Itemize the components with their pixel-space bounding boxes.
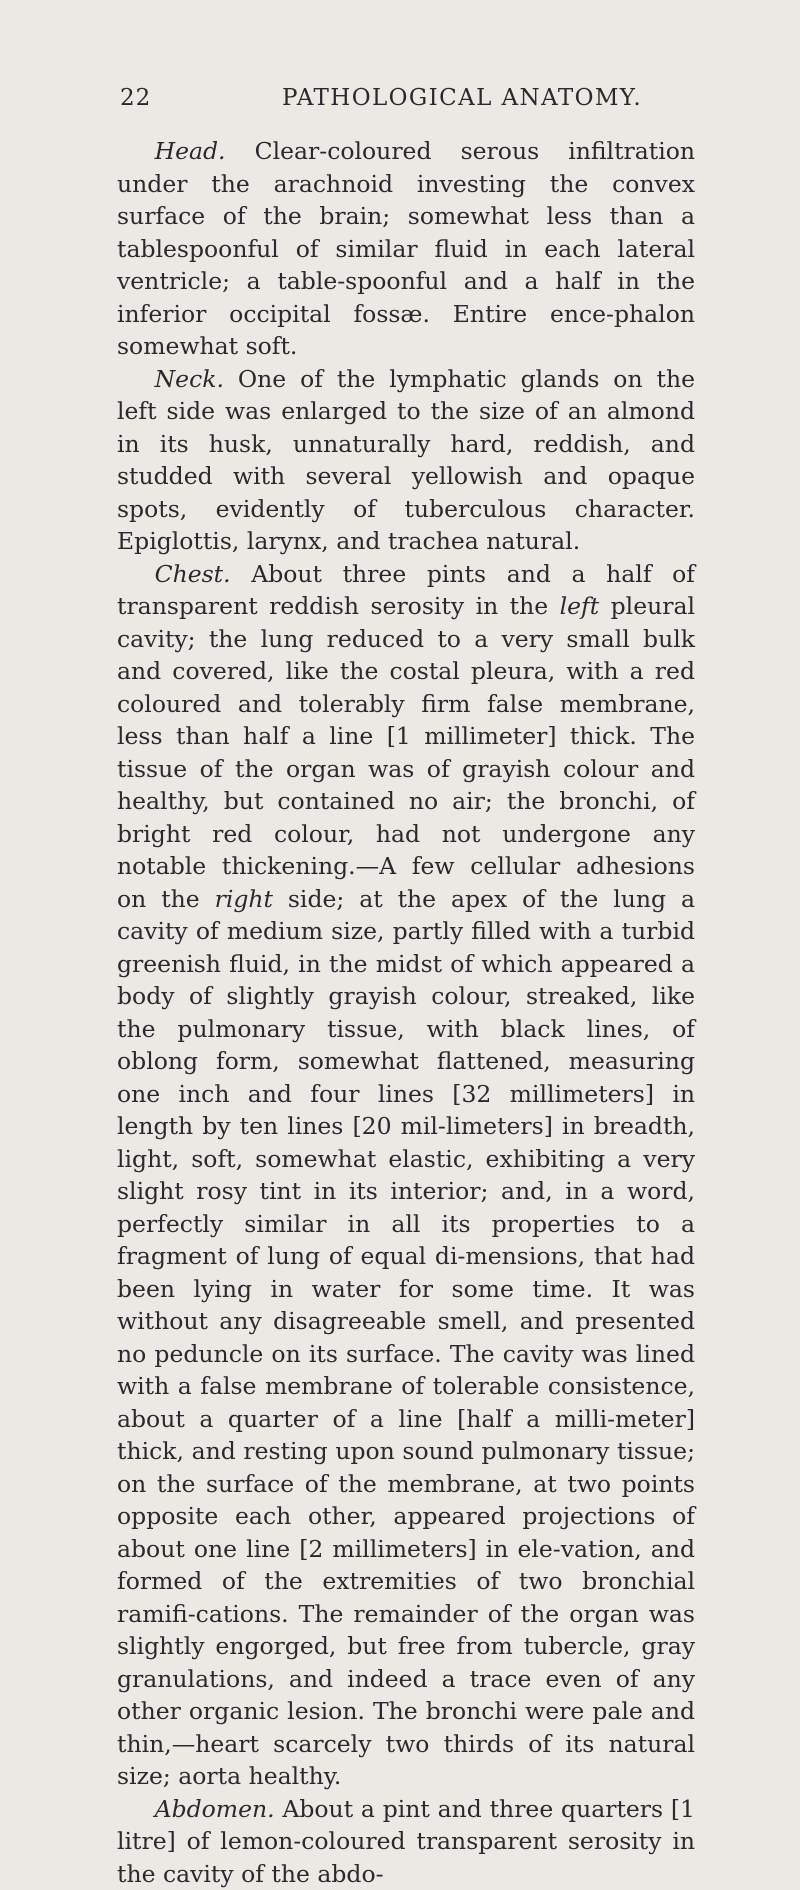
page-header [0,85,800,125]
section-lead-head: Head. [155,137,226,165]
paragraph-text: pleural cavity; the lung reduced to a very small bulk and covered, like the costal pleura, with a red coloured and tolerably firm false membrane, less than half a line [1 millimeter] thick. The tissue of the organ was of grayish colour and healthy, but contained no air; the bronchi, of bright red colour, had not undergone any notable thickening.—A few cellular adhesions on the [117,592,695,913]
paragraph-text: side; at the apex of the lung a cavity of medium size, partly filled with a turbid greenish fluid, in the midst of which appeared a body of slightly grayish colour, streaked, like the pulmonary tissue, with black lines, of oblong form, somewhat flattened, measuring one inch and four lines [32 millimeters] in length by ten lines [20 mil-limeters] in breadth, light, soft, somewhat elastic, exhibiting a very slight rosy tint in its interior; and, in a word, perfectly similar in all its properties to a fragment of lung of equal di-mensions, that had been lying in water for some time. It was without any disagreeable smell, and presented no peduncle on its surface. The cavity was lined with a false membrane of tolerable consistence, about a quarter of a line [half a milli-meter] thick, and resting upon sound pulmonary tissue; on the surface of the membrane, at two points opposite each other, appeared projections of about one line [2 millimeters] in ele-vation, and formed of the extremities of two bronchial ramifi-cations. The remainder of the organ was slightly engorged, but free from tubercle, gray granulations, and indeed a trace even of any other organic lesion. The bronchi were pale and thin,—heart scarcely two thirds of its natural size; aorta healthy. [117,885,695,1791]
running-head: PATHOLOGICAL ANATOMY. [282,85,642,111]
paragraph-text: About three pints and a half of transparent reddish serosity in the [117,560,695,621]
page-number: 22 [120,85,151,111]
paragraph-chest [117,558,695,1793]
paragraph-text: Clear-coloured serous infiltration under the arachnoid investing the convex surface of the brain; somewhat less than a tablespoonful of similar fluid in each lateral ventricle; a table-spoonful and a half in the inferior occipital fossæ. Entire ence-phalon somewhat soft. [117,137,695,360]
body-text [117,135,695,1890]
paragraph-neck [117,363,695,558]
section-lead-neck: Neck. [155,365,224,393]
section-lead-abdomen: Abdomen. [155,1795,275,1823]
paragraph-text: One of the lymphatic glands on the left side was enlarged to the size of an almond in its husk, unnaturally hard, reddish, and studded with several yellowish and opaque spots, evidently of tuberculous character. Epiglottis, larynx, and trachea natural. [117,365,695,556]
italic-word-right: right [215,885,273,913]
italic-word-left: left [560,592,600,620]
section-lead-chest: Chest. [155,560,231,588]
paragraph-abdomen [117,1793,695,1890]
paragraph-text: About a pint and three quarters [1 litre] of lemon-coloured transparent serosity in the cavity of the abdo- [117,1795,695,1888]
paragraph-head [117,135,695,363]
